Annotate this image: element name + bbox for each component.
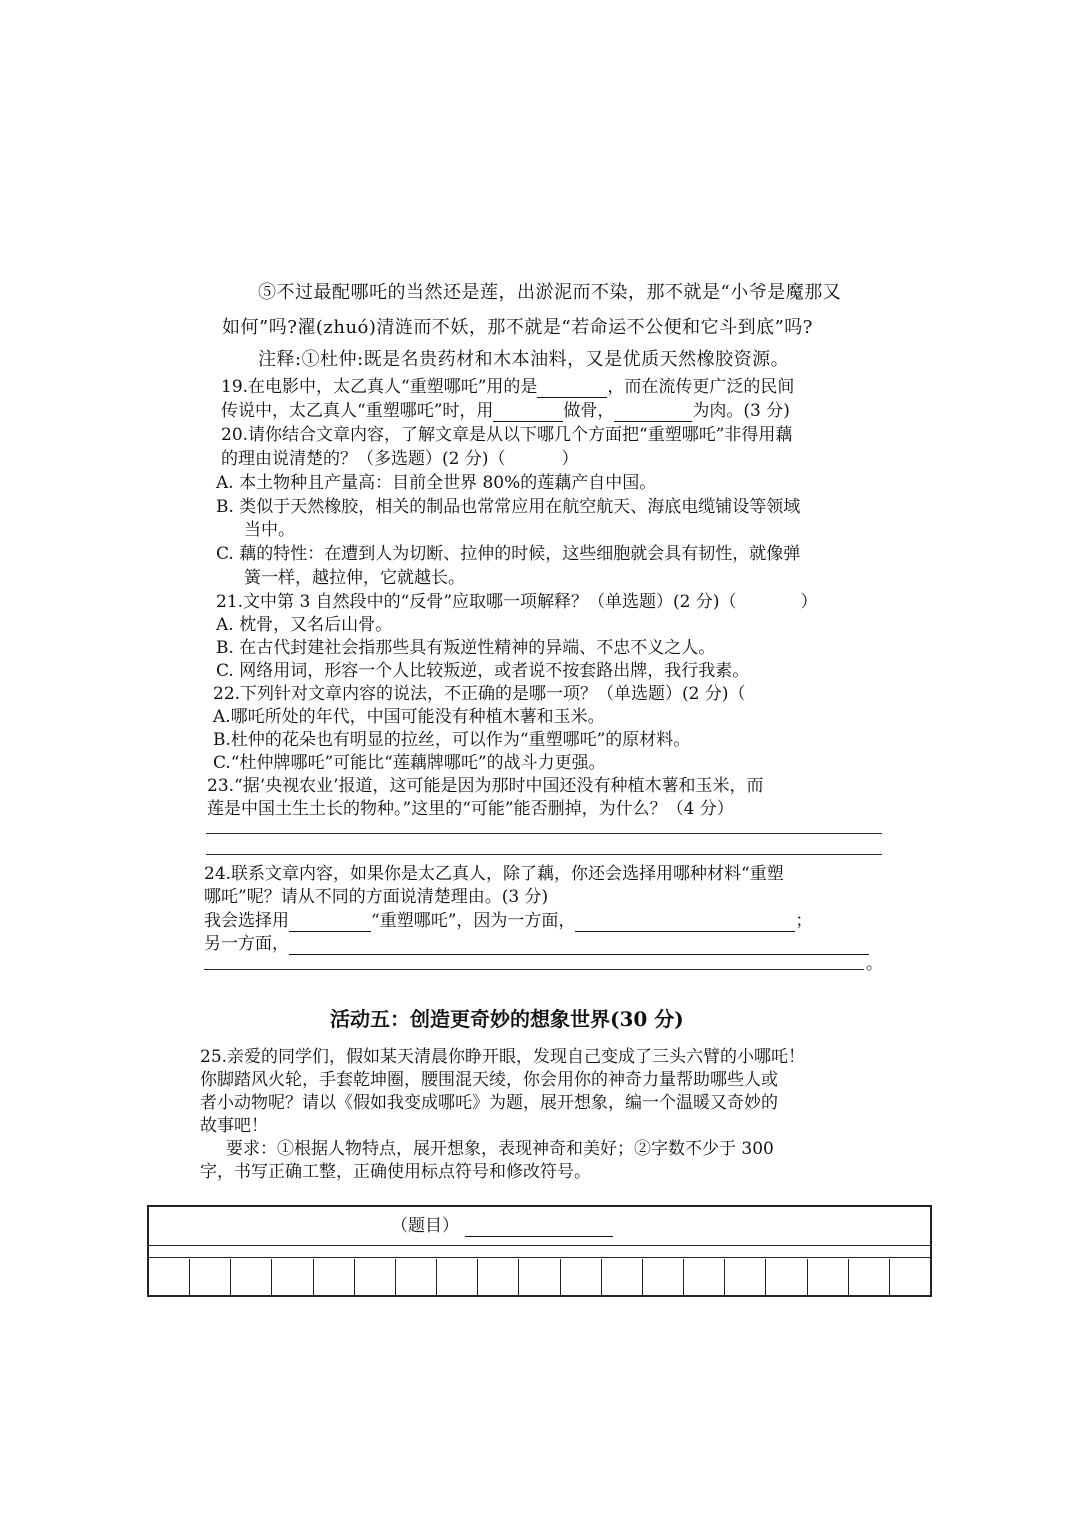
q20-line1: 20.请你结合文章内容，了解文章是从以下哪几个方面把“重塑哪吒”非得用藕 (221, 425, 793, 445)
composition-writing-box (147, 1205, 932, 1297)
q19-blank-3[interactable] (614, 403, 692, 422)
grid-cell[interactable] (808, 1259, 849, 1295)
grid-cell[interactable] (355, 1259, 396, 1295)
grid-cell[interactable] (149, 1259, 190, 1295)
passage-p5-line1: ⑤不过最配哪吒的当然还是莲，出淤泥而不染，那不就是“小爷是魔那又 (258, 282, 842, 303)
q24-answer-line[interactable] (204, 969, 864, 970)
q24-line1: 24.联系文章内容，如果你是太乙真人，除了藕，你还会选择用哪种材料“重塑 (204, 864, 784, 884)
grid-cell[interactable] (314, 1259, 355, 1295)
grid-cell[interactable] (890, 1259, 930, 1295)
grid-cell[interactable] (643, 1259, 684, 1295)
q20-option-b-line2: 当中。 (244, 520, 295, 540)
q24-reason-blank-2[interactable] (289, 936, 869, 955)
grid-cell[interactable] (437, 1259, 478, 1295)
box-divider-2 (149, 1257, 930, 1258)
q25-line3: 者小动物呢？请以《假如我变成哪吒》为题，展开想象，编一个温暖又奇妙的 (200, 1093, 778, 1113)
q24-reason-blank-1[interactable] (575, 913, 795, 932)
composition-title-label: （题目） (391, 1216, 459, 1236)
grid-cell[interactable] (190, 1259, 231, 1295)
q19-line1 (221, 376, 794, 398)
passage-note: 注释:①杜仲:既是名贵药材和木本油料，又是优质天然橡胶资源。 (258, 349, 790, 370)
q23-line1: 23.“据‘央视农业’报道，这可能是因为那时中国还没有种植木薯和玉米，而 (207, 776, 764, 796)
q23-line2: 莲是中国土生土长的物种。”这里的“可能”能否删掉，为什么？（4 分） (207, 799, 734, 819)
q19-text-e: 为肉。(3 分) (692, 401, 790, 421)
q20-option-c-line1: C. 藕的特性：在遭到人为切断、拉伸的时候，这些细胞就会具有韧性，就像弹 (216, 544, 801, 564)
grid-cell[interactable] (766, 1259, 807, 1295)
grid-cell[interactable] (272, 1259, 313, 1295)
q21-option-b: B. 在古代封建社会指那些具有叛逆性精神的异端、不忠不义之人。 (216, 638, 716, 658)
q25-requirement-line1: 要求：①根据人物特点，展开想象，表现神奇和美好；②字数不少于 300 (226, 1139, 774, 1159)
box-divider-1 (149, 1245, 930, 1246)
q24-semicolon: ； (795, 911, 813, 931)
q24-material-blank[interactable] (289, 913, 371, 932)
q20-close-paren: ） (561, 449, 579, 469)
q21-line1 (216, 591, 818, 613)
grid-cell[interactable] (684, 1259, 725, 1295)
q24-text-b: “重塑哪吒”，因为一方面， (371, 911, 576, 931)
composition-title-row (391, 1215, 613, 1237)
q20-line2 (221, 448, 578, 470)
q19-text-b: ，而在流传更广泛的民间 (607, 377, 795, 397)
passage-p5-line2: 如何”吗?濯(zhuó)清涟而不妖，那不就是“若命运不公便和它斗到底”吗? (222, 317, 813, 338)
q24-line3 (204, 910, 812, 932)
q23-answer-line-2[interactable] (206, 854, 882, 855)
q24-line2: 哪吒”呢？请从不同的方面说清楚理由。(3 分) (204, 887, 549, 907)
grid-cell[interactable] (478, 1259, 519, 1295)
q24-text-c: 另一方面， (204, 934, 289, 954)
q21-stem: 21.文中第 3 自然段中的“反骨”应取哪一项解释？（单选题）(2 分)（ (216, 592, 737, 612)
q25-line2: 你脚踏风火轮，手套乾坤圈，腰围混天绫，你会用你的神奇力量帮助哪些人或 (200, 1070, 778, 1090)
q23-answer-line-1[interactable] (206, 833, 882, 834)
q22-line1: 22.下列针对文章内容的说法，不正确的是哪一项？（单选题）(2 分)（ (213, 684, 746, 704)
q20-stem-end: 的理由说清楚的？（多选题）(2 分)（ (221, 449, 506, 469)
q20-option-b-line1: B. 类似于天然橡胶，相关的制品也常常应用在航空航天、海底电缆铺设等领域 (216, 497, 801, 517)
activity5-title: 活动五：创造更奇妙的想象世界(30 分) (330, 1007, 684, 1031)
q21-option-a: A. 枕骨，又名后山骨。 (216, 615, 393, 635)
q20-option-a: A. 本土物种且产量高：目前全世界 80%的莲藕产自中国。 (216, 473, 657, 493)
q19-text-d: 做骨， (563, 401, 615, 421)
grid-cell[interactable] (519, 1259, 560, 1295)
q20-option-c-line2: 簧一样，越拉伸，它就越长。 (244, 568, 465, 588)
grid-cell[interactable] (231, 1259, 272, 1295)
q24-line4 (204, 933, 869, 955)
q25-line1: 25.亲爱的同学们，假如某天清晨你睁开眼，发现自己变成了三头六臂的小哪吒！ (200, 1047, 806, 1067)
q24-text-a: 我会选择用 (204, 911, 289, 931)
q21-close-paren: ） (800, 592, 818, 612)
q25-line4: 故事吧！ (200, 1116, 268, 1136)
q19-line2 (221, 400, 790, 422)
writing-grid-row[interactable] (149, 1259, 930, 1295)
grid-cell[interactable] (602, 1259, 643, 1295)
q19-blank-1[interactable] (537, 379, 607, 398)
grid-cell[interactable] (725, 1259, 766, 1295)
q22-option-b: B.杜仲的花朵也有明显的拉丝，可以作为“重塑哪吒”的原材料。 (213, 730, 691, 750)
q21-option-c: C. 网络用词，形容一个人比较叛逆，或者说不按套路出牌，我行我素。 (216, 661, 750, 681)
q22-option-c: C.“杜仲牌哪吒”可能比“莲藕牌哪吒”的战斗力更强。 (213, 753, 606, 773)
q25-requirement-line2: 字，书写正确工整，正确使用标点符号和修改符号。 (200, 1162, 591, 1182)
q19-text-c: 传说中，太乙真人“重塑哪吒”时，用 (221, 401, 494, 421)
q24-period: 。 (866, 954, 883, 974)
grid-cell[interactable] (849, 1259, 890, 1295)
q19-text-a: 19.在电影中，太乙真人“重塑哪吒”用的是 (221, 377, 538, 397)
grid-cell[interactable] (396, 1259, 437, 1295)
composition-title-blank[interactable] (465, 1218, 613, 1237)
q22-option-a: A.哪吒所处的年代，中国可能没有种植木薯和玉米。 (213, 707, 605, 727)
q19-blank-2[interactable] (493, 403, 563, 422)
grid-cell[interactable] (561, 1259, 602, 1295)
